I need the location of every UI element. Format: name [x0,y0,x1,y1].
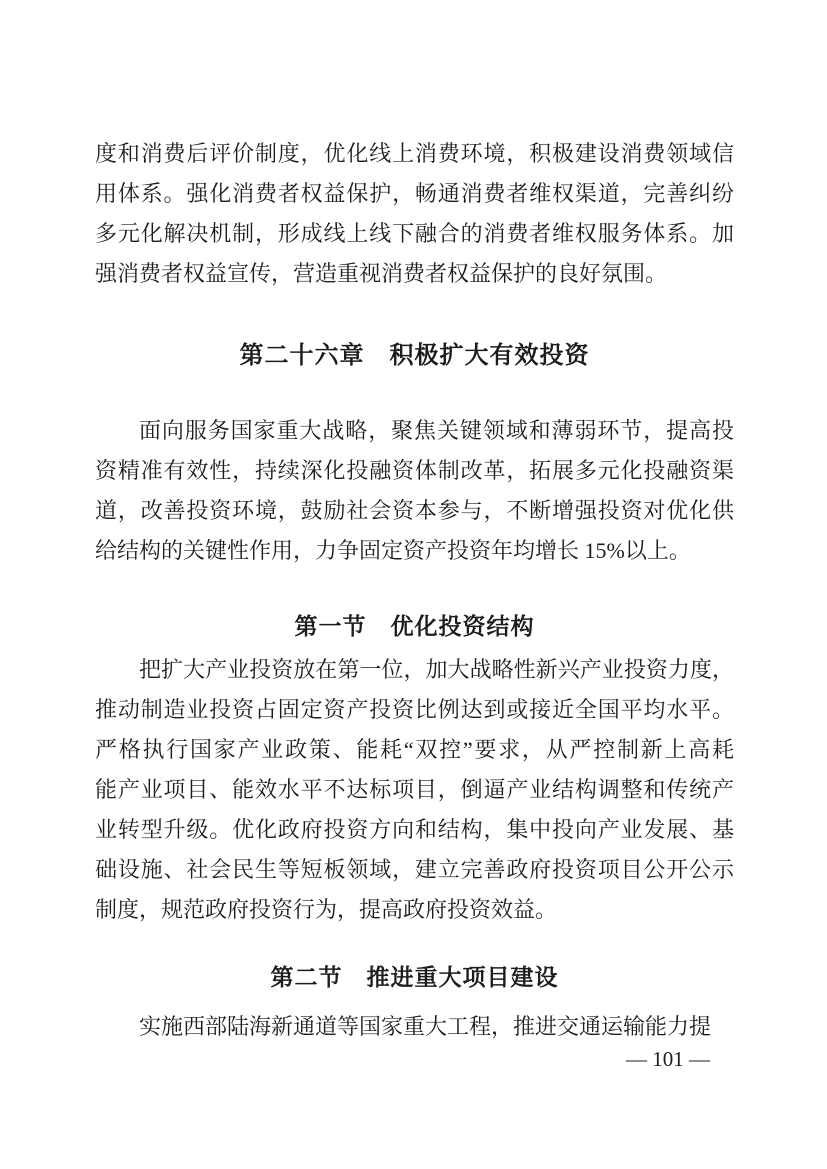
text-line: 制度，规范政府投资行为，提高政府投资效益。 [95,897,558,922]
page-number: — 101 — [626,1047,710,1071]
text-line: 础设施、社会民生等短板领域，建立完善政府投资项目公开公示 [95,857,734,882]
text-line: 业转型升级。优化政府投资方向和结构，集中投向产业发展、基 [95,817,734,842]
paragraph-chapter-intro [95,411,734,571]
text-line: 道，改善投资环境，鼓励社会资本参与，不断增强投资对优化供 [95,498,734,523]
section-1-heading: 第一节 优化投资结构 [294,614,535,639]
text-line: 用体系。强化消费者权益保护，畅通消费者维权渠道，完善纠纷 [95,181,734,206]
text-line: 给结构的关键性作用，力争固定资产投资年均增长 15%以上。 [95,538,691,563]
text-line: 实施西部陆海新通道等国家重大工程，推进交通运输能力提 [139,1014,712,1039]
text-line: 面向服务国家重大战略，聚焦关键领域和薄弱环节，提高投 [139,418,734,443]
paragraph-section-2 [95,1007,734,1047]
paragraph-consumer-protection [95,134,734,294]
text-line: 多元化解决机制，形成线上线下融合的消费者维权服务体系。加 [95,221,734,246]
page-content [95,134,734,1047]
page-footer [626,1046,710,1072]
text-line: 资精准有效性，持续深化投融资体制改革，拓展多元化投融资渠 [95,458,734,483]
text-line: 能产业项目、能效水平不达标项目，倒逼产业结构调整和传统产 [95,777,734,802]
text-line: 把扩大产业投资放在第一位，加大战略性新兴产业投资力度， [139,657,734,682]
text-line: 严格执行国家产业政策、能耗“双控”要求，从严控制新上高耗 [95,737,734,762]
section-2-heading: 第二节 推进重大项目建设 [270,965,559,990]
text-line: 度和消费后评价制度，优化线上消费环境，积极建设消费领域信 [95,141,734,166]
text-line: 强消费者权益宣传，营造重视消费者权益保护的良好氛围。 [95,261,668,286]
chapter-heading: 第二十六章 积极扩大有效投资 [239,342,590,369]
text-line: 推动制造业投资占固定资产投资比例达到或接近全国平均水平。 [95,697,734,722]
paragraph-section-1 [95,650,734,930]
